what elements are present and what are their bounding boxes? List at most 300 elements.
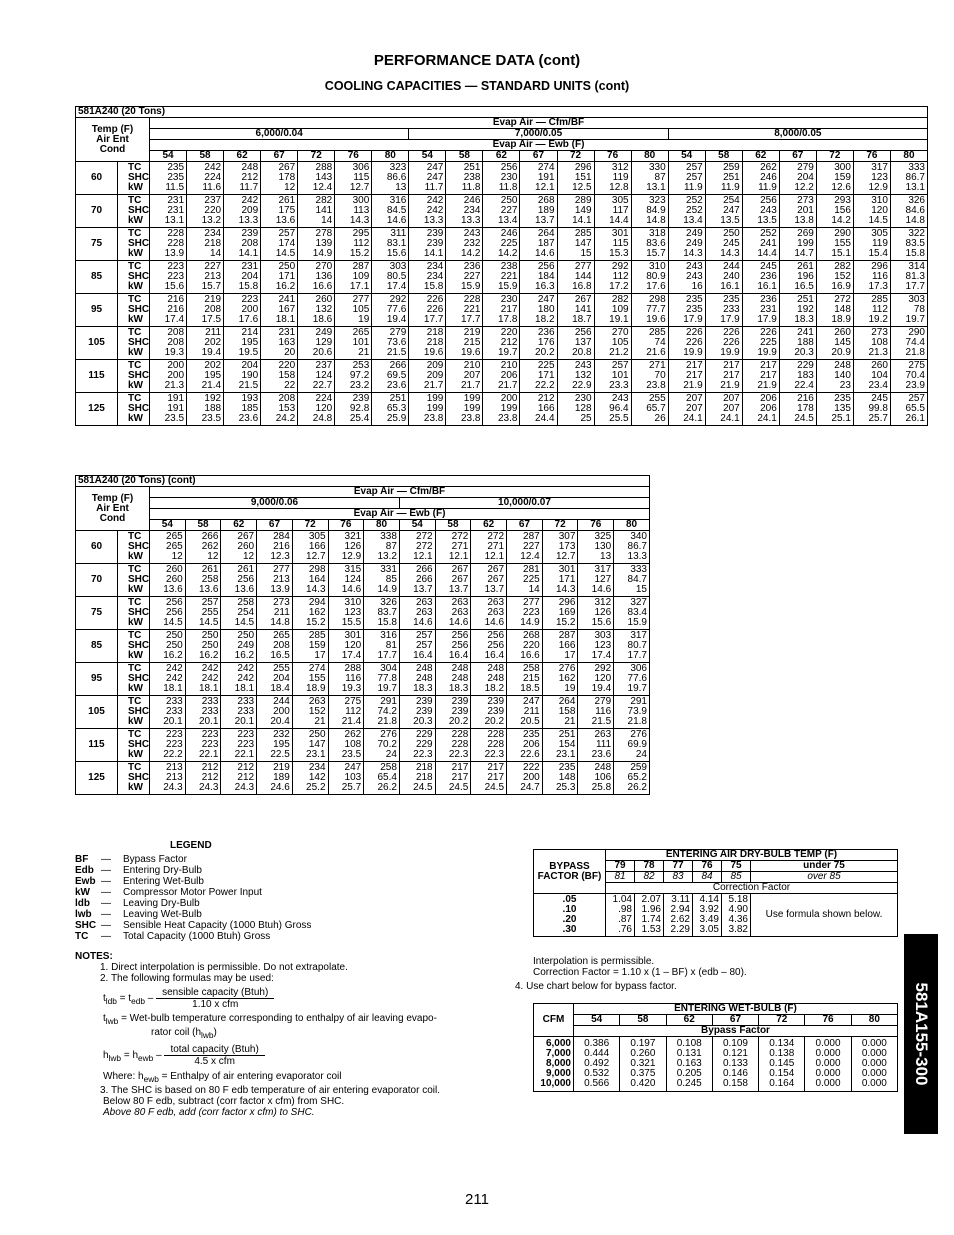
value: 124 — [344, 574, 362, 585]
value: 74.4 — [905, 337, 925, 348]
value: 248 — [451, 673, 469, 684]
value-cell — [742, 228, 779, 261]
value-cell — [542, 696, 578, 729]
value: 84.6 — [905, 205, 925, 216]
value: 311 — [390, 228, 407, 239]
value: 84.7 — [627, 574, 647, 585]
row-label: SHC — [128, 673, 150, 684]
value: 217 — [451, 772, 469, 783]
cfm-values — [534, 1037, 574, 1092]
value: 195 — [204, 370, 222, 381]
value: 116 — [345, 673, 362, 684]
value: 78 — [913, 304, 925, 315]
bypass-value: 0.146 — [722, 1068, 748, 1079]
value: 117 — [612, 205, 629, 216]
note-2: 2. The following formulas may be used: — [100, 973, 274, 984]
value: 12.9 — [868, 182, 888, 193]
value: 257 — [908, 393, 925, 404]
value-cell — [150, 162, 187, 195]
value-cell — [483, 327, 520, 360]
value-cell — [631, 195, 668, 228]
value: 124 — [315, 370, 333, 381]
note-1: 1. Direct interpolation is permissible. Do not extrapolate. — [100, 962, 348, 973]
value: 23.6 — [386, 380, 407, 391]
value-cell — [364, 564, 400, 597]
temp-cell: 125 — [76, 762, 118, 795]
value: 69.9 — [627, 739, 647, 750]
bypass-value: 0.131 — [676, 1048, 702, 1059]
value: 147 — [574, 238, 592, 249]
bf-values — [534, 894, 606, 937]
value: 260 — [166, 574, 183, 585]
value: 242 — [426, 205, 444, 216]
value: 112 — [612, 271, 629, 282]
table-row — [76, 294, 928, 327]
value: 65.4 — [377, 772, 397, 783]
value: 112 — [353, 238, 370, 249]
value-cell — [557, 195, 594, 228]
value: 24.5 — [484, 782, 505, 793]
value: 13.9 — [164, 248, 185, 259]
value: 192 — [204, 393, 222, 404]
value: 217 — [487, 762, 505, 773]
value: 260 — [871, 360, 888, 371]
value: 15.5 — [341, 617, 362, 628]
value-cell — [185, 762, 221, 795]
legend-abbr: Ewb — [75, 876, 96, 887]
value: 296 — [871, 261, 888, 272]
value-cell — [409, 294, 446, 327]
value: 265 — [166, 531, 183, 542]
value: 21.9 — [720, 380, 740, 391]
legend-dash: — — [101, 931, 111, 942]
value: 233 — [723, 304, 740, 315]
correction-column — [606, 894, 635, 937]
legend — [75, 854, 311, 942]
value-cell — [853, 261, 890, 294]
value: 234 — [204, 228, 222, 239]
bypass-value: 0.000 — [815, 1068, 841, 1079]
table-row — [76, 360, 928, 393]
value: 189 — [537, 205, 555, 216]
row-label: TC — [128, 195, 142, 206]
value: 266 — [415, 574, 433, 585]
correction-value: 2.29 — [670, 924, 690, 935]
value: 241 — [797, 327, 814, 338]
bypass-value: 0.386 — [584, 1038, 610, 1049]
bypass-value: 0.000 — [815, 1078, 841, 1089]
value: 18.6 — [312, 314, 333, 325]
value: 256 — [574, 327, 592, 338]
value-cell — [578, 762, 614, 795]
value: 130 — [594, 541, 612, 552]
row-label: kW — [128, 683, 143, 694]
value: 119 — [612, 172, 629, 183]
value: 83.1 — [386, 238, 407, 249]
legend-dash: — — [101, 876, 111, 887]
value: 206 — [523, 739, 540, 750]
value: 14.6 — [535, 248, 555, 259]
legend-dash: — — [101, 898, 111, 909]
value-cell — [335, 228, 372, 261]
value: 22.4 — [794, 380, 814, 391]
value: 212 — [537, 393, 555, 404]
value: 24.3 — [198, 782, 219, 793]
value: 235 — [686, 294, 703, 305]
value: 260 — [237, 541, 255, 552]
value: 235 — [167, 172, 185, 183]
value: 153 — [278, 403, 296, 414]
dry-bulb-temp: 79 — [606, 861, 635, 872]
formula-ldb-numerator: sensible capacity (Btuh) — [156, 987, 274, 999]
value: 13.6 — [163, 584, 183, 595]
value: 13.3 — [460, 215, 481, 226]
value: 13.7 — [413, 584, 433, 595]
value: 13.1 — [646, 182, 666, 193]
value: 109 — [352, 271, 370, 282]
value-cell — [520, 162, 557, 195]
value-cell — [372, 393, 409, 426]
value: 257 — [278, 228, 296, 239]
value: 19.6 — [423, 347, 444, 358]
row-label: kW — [128, 215, 143, 226]
value: 18.3 — [794, 314, 814, 325]
value: 17.4 — [386, 281, 407, 292]
legend-abbr: TC — [75, 931, 89, 942]
evap-ewb-header: Evap Air — Ewb (F) — [150, 140, 928, 151]
value: 246 — [760, 172, 777, 183]
value: 21.5 — [238, 380, 259, 391]
value-cell — [150, 261, 187, 294]
value: 230 — [574, 393, 592, 404]
value: 295 — [352, 228, 370, 239]
value-cell — [668, 228, 705, 261]
value-cell — [435, 630, 471, 663]
value: 245 — [871, 393, 888, 404]
value: 276 — [630, 729, 647, 740]
value-cell — [557, 261, 594, 294]
value-cell — [364, 531, 400, 564]
row-label: SHC — [128, 739, 150, 750]
value: 20 — [284, 347, 296, 358]
value: 209 — [426, 360, 444, 371]
value: 174 — [278, 238, 296, 249]
value: 17.5 — [201, 314, 222, 325]
value: 147 — [308, 739, 326, 750]
value-cell — [614, 630, 650, 663]
value-cell — [364, 630, 400, 663]
value: 154 — [558, 739, 576, 750]
value: 171 — [537, 370, 555, 381]
value: 258 — [380, 762, 397, 773]
value: 23.8 — [646, 380, 666, 391]
value: 305 — [871, 228, 888, 239]
value: 260 — [834, 327, 851, 338]
row-label: TC — [128, 597, 142, 608]
value: 15.1 — [831, 248, 851, 259]
value: 17.7 — [627, 650, 647, 661]
value: 139 — [315, 238, 333, 249]
value: 218 — [204, 238, 222, 249]
value-cell — [435, 564, 471, 597]
value: 16.6 — [312, 281, 333, 292]
value: 14.3 — [720, 248, 740, 259]
value-cell — [853, 393, 890, 426]
value: 242 — [426, 195, 444, 206]
value: 21.3 — [164, 380, 185, 391]
cfm-group-header: 10,000/0.07 — [399, 498, 649, 509]
value-cell — [372, 228, 409, 261]
row-label: TC — [128, 663, 142, 674]
table-title: 581A240 (20 Tons) — [76, 107, 928, 118]
bypass-value: 0.000 — [815, 1038, 841, 1049]
value: 24.1 — [720, 413, 740, 424]
side-tab — [904, 934, 938, 1134]
value: 264 — [558, 696, 576, 707]
value: 234 — [426, 271, 444, 282]
ewb-column-header: 67 — [507, 520, 543, 531]
value: 24.3 — [234, 782, 255, 793]
value-cell — [594, 261, 631, 294]
value: 15.7 — [646, 248, 666, 259]
bypass-value: 0.321 — [630, 1058, 656, 1069]
legend-dash: — — [101, 865, 111, 876]
value: 14.1 — [572, 215, 592, 226]
value-cell — [542, 663, 578, 696]
value: 101 — [352, 337, 370, 348]
row-labels-cell — [118, 597, 150, 630]
value: 226 — [760, 327, 777, 338]
value: 227 — [463, 271, 481, 282]
value: 244 — [723, 261, 740, 272]
value-cell — [578, 597, 614, 630]
value: 223 — [167, 261, 185, 272]
value: 231 — [167, 195, 185, 206]
value: 231 — [278, 327, 296, 338]
value-cell — [257, 630, 293, 663]
value: 158 — [278, 370, 296, 381]
value: 305 — [611, 195, 629, 206]
value-cell — [261, 162, 298, 195]
value-cell — [853, 327, 890, 360]
value: 113 — [353, 205, 370, 216]
value-cell — [471, 531, 507, 564]
value-cell — [594, 294, 631, 327]
value: 21.4 — [341, 716, 362, 727]
value: 25.1 — [831, 413, 851, 424]
value-cell — [328, 597, 364, 630]
bypass-value: 0.138 — [769, 1048, 795, 1059]
value-cell — [890, 162, 927, 195]
bypass-value: 0.108 — [676, 1038, 702, 1049]
bypass-value: 0.121 — [722, 1048, 748, 1059]
value: 287 — [352, 261, 370, 272]
value: 243 — [760, 205, 777, 216]
value: 127 — [594, 574, 612, 585]
value: 119 — [871, 238, 888, 249]
value: 23.8 — [460, 413, 481, 424]
value-cell — [705, 195, 742, 228]
value: 14.4 — [757, 248, 777, 259]
dry-bulb-header: ENTERING AIR DRY-BULB TEMP (F) — [606, 850, 898, 861]
value: 65.5 — [905, 403, 925, 414]
value: 241 — [278, 294, 296, 305]
value: 259 — [630, 762, 647, 773]
bypass-correction-table — [533, 849, 898, 937]
value: 246 — [500, 228, 518, 239]
row-label: SHC — [128, 304, 150, 315]
row-label: TC — [128, 294, 142, 305]
value: 209 — [426, 370, 444, 381]
bypass-factor-label: BYPASS FACTOR (BF) — [534, 850, 606, 894]
value: 152 — [308, 706, 326, 717]
value: 12.2 — [794, 182, 814, 193]
value-cell — [185, 564, 221, 597]
value-cell — [150, 630, 186, 663]
value: 23.9 — [905, 380, 925, 391]
value: 222 — [523, 762, 540, 773]
value-cell — [364, 696, 400, 729]
value-cell — [853, 162, 890, 195]
value-cell — [150, 327, 187, 360]
value-cell — [187, 261, 224, 294]
value: 207 — [686, 393, 703, 404]
value: 216 — [167, 304, 185, 315]
value: 105 — [611, 337, 629, 348]
value: 120 — [594, 673, 612, 684]
value: 11.9 — [758, 182, 777, 193]
value: 22.6 — [520, 749, 540, 760]
value: 239 — [426, 238, 444, 249]
value: 178 — [278, 172, 296, 183]
value-cell — [542, 531, 578, 564]
ewb-column-header: 76 — [335, 151, 372, 162]
value: 274 — [308, 663, 326, 674]
value: 256 — [760, 195, 777, 206]
value-cell — [298, 327, 335, 360]
value: 217 — [686, 370, 703, 381]
value: 14.6 — [448, 617, 469, 628]
value: 188 — [797, 337, 814, 348]
value: 193 — [241, 393, 259, 404]
value: 149 — [574, 205, 592, 216]
value: 251 — [463, 162, 481, 173]
value: 216 — [797, 393, 814, 404]
row-label: kW — [128, 551, 143, 562]
value-cell — [187, 327, 224, 360]
value: 243 — [611, 393, 629, 404]
value-cell — [221, 663, 257, 696]
row-label: TC — [128, 564, 142, 575]
value: 263 — [308, 696, 326, 707]
value-cell — [261, 261, 298, 294]
value: 24.1 — [683, 413, 703, 424]
value-cell — [399, 630, 435, 663]
value: 23.5 — [201, 413, 222, 424]
value: 257 — [415, 630, 433, 641]
value-cell — [221, 597, 257, 630]
value: 277 — [352, 294, 370, 305]
value: 21.8 — [905, 347, 925, 358]
value: 132 — [315, 304, 333, 315]
value: 87 — [654, 172, 666, 183]
value-cell — [224, 393, 261, 426]
value: 252 — [760, 228, 777, 239]
bypass-value: 0.420 — [630, 1078, 656, 1089]
row-label: TC — [128, 228, 142, 239]
value: 213 — [273, 574, 290, 585]
value: 21.8 — [377, 716, 397, 727]
ewb-column-header: 54 — [150, 151, 187, 162]
value: 225 — [523, 574, 540, 585]
value: 285 — [871, 294, 888, 305]
value: 256 — [166, 597, 183, 608]
bypass-value: 0.000 — [861, 1058, 887, 1069]
value: 14.9 — [520, 617, 540, 628]
value-cell — [435, 696, 471, 729]
value: 16.4 — [413, 650, 433, 661]
value: 330 — [648, 162, 666, 173]
bypass-value: 0.566 — [584, 1078, 610, 1089]
value-cell — [257, 696, 293, 729]
value: 16.1 — [757, 281, 777, 292]
value: 242 — [237, 673, 255, 684]
value: 126 — [344, 541, 362, 552]
value: 86.7 — [627, 541, 647, 552]
row-label: TC — [128, 327, 142, 338]
value: 15.8 — [423, 281, 444, 292]
value: 14 — [528, 584, 540, 595]
value: 12.6 — [831, 182, 851, 193]
value-cell — [557, 327, 594, 360]
wet-bulb-column: 76 — [805, 1015, 851, 1026]
value: 211 — [523, 706, 540, 717]
value: 262 — [760, 162, 777, 173]
value-cell — [542, 762, 578, 795]
row-label: kW — [128, 617, 143, 628]
row-labels-cell — [118, 564, 150, 597]
value: 103 — [344, 772, 362, 783]
value: 190 — [241, 370, 259, 381]
row-label: SHC — [128, 205, 150, 216]
value-cell — [594, 327, 631, 360]
formula-where: Where: $h_{ewb}$ = Enthalpy of air entering evaporator coil — [103, 1071, 342, 1084]
bypass-column — [666, 1037, 712, 1092]
value: 242 — [241, 195, 259, 206]
value: 274 — [537, 162, 555, 173]
value-cell — [779, 228, 816, 261]
table-row — [76, 393, 928, 426]
value-cell — [779, 360, 816, 393]
value: 216 — [167, 294, 185, 305]
value: 14.5 — [198, 617, 219, 628]
value: 15.8 — [377, 617, 397, 628]
value: 13.7 — [484, 584, 505, 595]
ewb-column-header: 58 — [446, 151, 483, 162]
value-cell — [668, 195, 705, 228]
value-cell — [631, 294, 668, 327]
value: 15.2 — [349, 248, 370, 259]
formula-lwb: $t_{lwb}$ = Wet-bulb temperature corresponding to enthalpy of air leaving evapo- rator coil $(h_{lwb})$ — [103, 1013, 437, 1040]
value: 236 — [760, 271, 777, 282]
value: 19.3 — [341, 683, 362, 694]
value: 77.7 — [646, 304, 666, 315]
value-cell — [779, 294, 816, 327]
legend-item — [75, 931, 311, 942]
bypass-value: 0.532 — [584, 1068, 610, 1079]
value-cell — [257, 597, 293, 630]
value: 17.9 — [757, 314, 777, 325]
